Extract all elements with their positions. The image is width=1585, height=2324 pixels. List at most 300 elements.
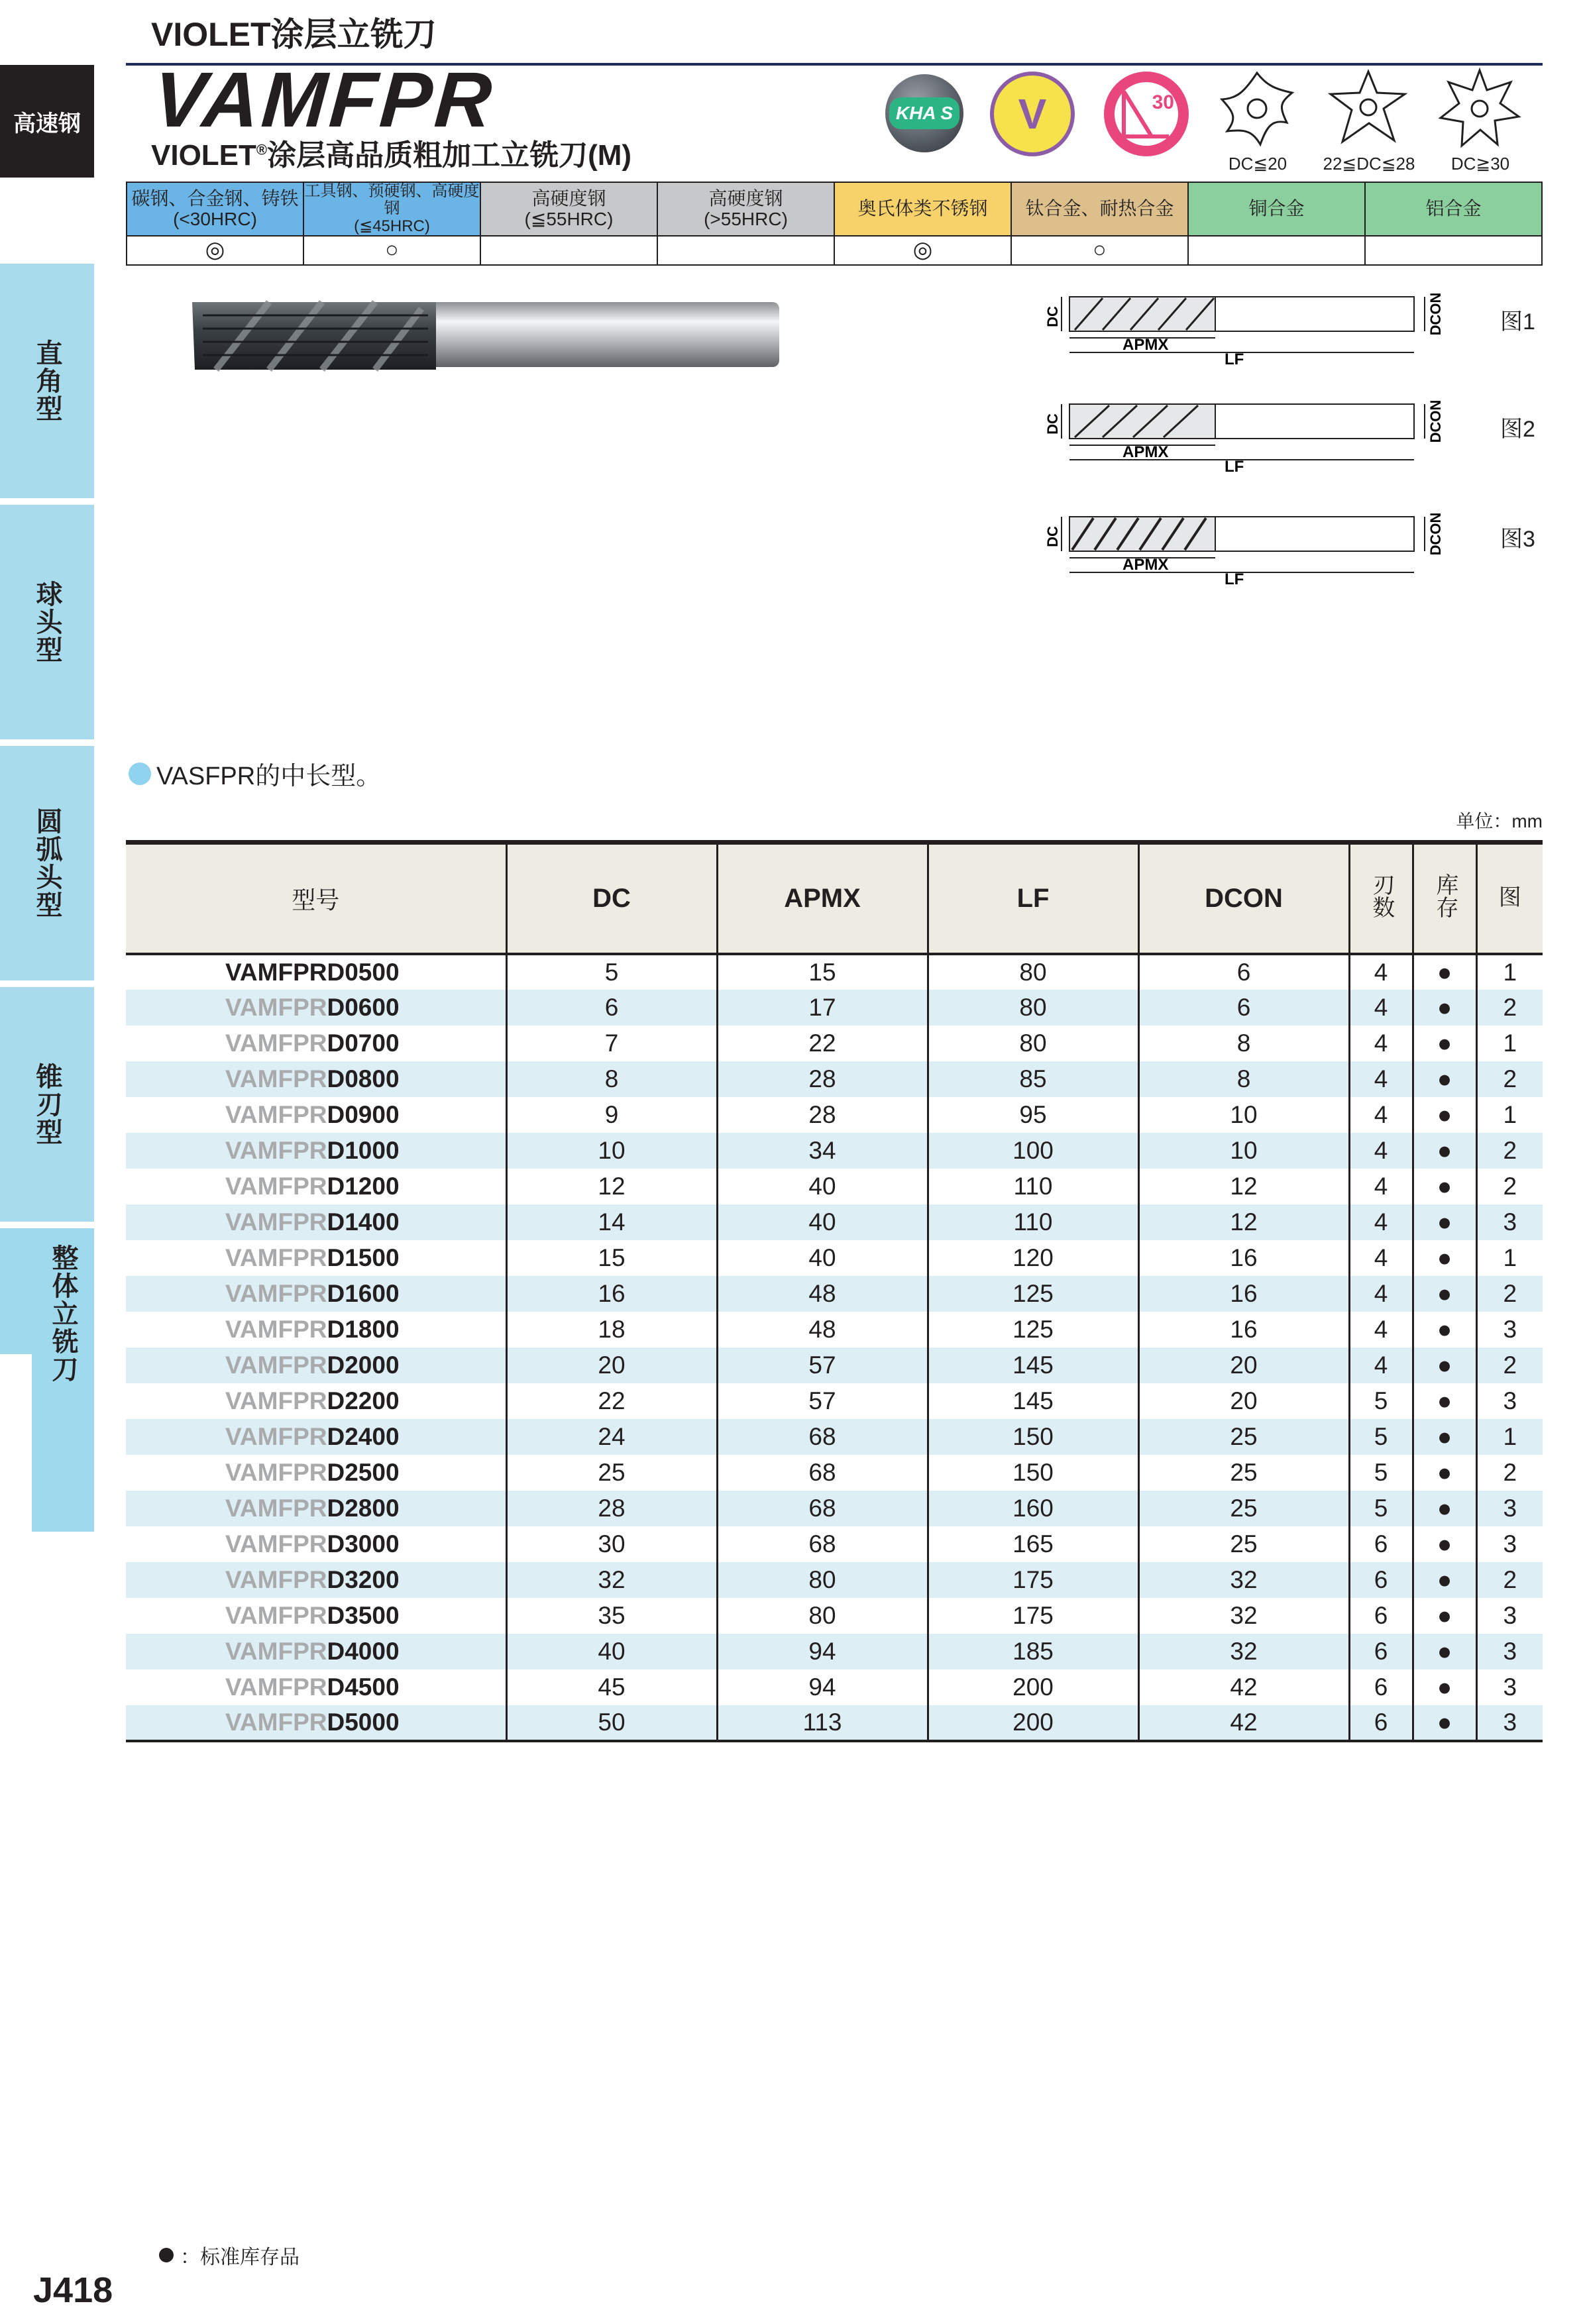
dcon-cell: 42 bbox=[1138, 1705, 1349, 1741]
model-suffix: D1200 bbox=[327, 1172, 400, 1200]
col-header-apmx: APMX bbox=[717, 843, 928, 954]
suitability-cell: ◎ bbox=[127, 236, 303, 265]
model-suffix: D1600 bbox=[327, 1279, 400, 1307]
figure-cell: 3 bbox=[1476, 1491, 1543, 1526]
dc-cell: 24 bbox=[506, 1419, 717, 1455]
svg-text:DC: DC bbox=[1044, 526, 1061, 547]
svg-text:LF: LF bbox=[1225, 350, 1244, 368]
dc-cell: 7 bbox=[506, 1026, 717, 1061]
lf-cell: 185 bbox=[928, 1634, 1138, 1669]
figure-cell: 2 bbox=[1476, 1061, 1543, 1097]
table-row bbox=[126, 1061, 1543, 1097]
dcon-cell: 25 bbox=[1138, 1491, 1349, 1526]
dc-cell: 14 bbox=[506, 1204, 717, 1240]
figure-cell: 2 bbox=[1476, 1133, 1543, 1169]
flutes-cell: 4 bbox=[1349, 1312, 1413, 1347]
flute-caption-3: DC≧30 bbox=[1450, 154, 1510, 174]
flute-caption-2: 22≦DC≦28 bbox=[1323, 154, 1415, 174]
model-prefix: VAMFPR bbox=[225, 1243, 327, 1271]
dc-cell: 16 bbox=[506, 1276, 717, 1312]
stock-cell: ● bbox=[1413, 1240, 1476, 1276]
product-subtitle: VIOLET®涂层高品质粗加工立铣刀(M) bbox=[151, 139, 632, 172]
dcon-cell: 10 bbox=[1138, 1097, 1349, 1133]
legend: ：标准库存品 bbox=[159, 2241, 300, 2270]
col-header-figure: 图 bbox=[1476, 843, 1543, 954]
material-header-stainless: 奥氏体类不锈钢 bbox=[834, 182, 1011, 236]
model-prefix: VAMFPR bbox=[225, 1100, 327, 1128]
dc-cell: 20 bbox=[506, 1347, 717, 1383]
lf-cell: 80 bbox=[928, 990, 1138, 1026]
model-prefix: VAMFPR bbox=[225, 1494, 327, 1522]
svg-text:DCON: DCON bbox=[1427, 292, 1444, 336]
table-row bbox=[126, 1491, 1543, 1526]
model-suffix: D2200 bbox=[327, 1387, 400, 1414]
col-header-dcon: DCON bbox=[1138, 843, 1349, 954]
svg-text:APMX: APMX bbox=[1122, 556, 1169, 574]
model-prefix: VAMFPR bbox=[225, 1315, 327, 1343]
model-cell bbox=[126, 1562, 506, 1598]
suitability-cell bbox=[1365, 236, 1542, 265]
model-cell bbox=[126, 1026, 506, 1061]
model-cell bbox=[126, 1491, 506, 1526]
model-prefix: VAMFPR bbox=[225, 1673, 327, 1701]
figure-cell: 3 bbox=[1476, 1312, 1543, 1347]
model-cell bbox=[126, 1669, 506, 1705]
model-suffix: D4000 bbox=[327, 1637, 400, 1665]
model-suffix: D4500 bbox=[327, 1673, 400, 1701]
figure-cell: 3 bbox=[1476, 1598, 1543, 1634]
dcon-cell: 8 bbox=[1138, 1061, 1349, 1097]
stock-cell: ● bbox=[1413, 1383, 1476, 1419]
model-cell bbox=[126, 1061, 506, 1097]
lf-cell: 80 bbox=[928, 1026, 1138, 1061]
product-code: VAMFPR bbox=[150, 56, 498, 144]
dc-cell: 18 bbox=[506, 1312, 717, 1347]
table-row bbox=[126, 1455, 1543, 1491]
table-row bbox=[126, 1634, 1543, 1669]
apmx-cell: 28 bbox=[717, 1097, 928, 1133]
helix-angle-badge: 30° bbox=[1104, 72, 1189, 156]
dcon-cell: 16 bbox=[1138, 1312, 1349, 1347]
model-suffix: D0500 bbox=[327, 958, 400, 986]
sidebar-tab-ball[interactable]: 球头型 bbox=[0, 505, 94, 739]
flutes-cell: 4 bbox=[1349, 1276, 1413, 1312]
figure-cell: 2 bbox=[1476, 1347, 1543, 1383]
lf-cell: 200 bbox=[928, 1669, 1138, 1705]
table-row bbox=[126, 1669, 1543, 1705]
figure-label-3: 图3 bbox=[1500, 527, 1535, 552]
suitability-cell bbox=[1188, 236, 1365, 265]
material-header-titanium: 钛合金、耐热合金 bbox=[1011, 182, 1188, 236]
sidebar-tab-square[interactable]: 直角型 bbox=[0, 264, 94, 498]
dcon-cell: 20 bbox=[1138, 1347, 1349, 1383]
dcon-cell: 6 bbox=[1138, 990, 1349, 1026]
figure-cell: 3 bbox=[1476, 1526, 1543, 1562]
model-suffix: D0600 bbox=[327, 993, 400, 1021]
col-header-dc: DC bbox=[506, 843, 717, 954]
model-prefix: VAMFPR bbox=[225, 1565, 327, 1593]
model-suffix: D3000 bbox=[327, 1530, 400, 1558]
table-row bbox=[126, 1240, 1543, 1276]
figure-cell: 2 bbox=[1476, 990, 1543, 1026]
figure-cell: 3 bbox=[1476, 1705, 1543, 1741]
model-prefix: VAMFPR bbox=[225, 1172, 327, 1200]
lf-cell: 145 bbox=[928, 1383, 1138, 1419]
apmx-cell: 28 bbox=[717, 1061, 928, 1097]
dimension-figure-1 bbox=[1003, 284, 1467, 383]
material-header-aluminum: 铝合金 bbox=[1365, 182, 1542, 236]
lf-cell: 150 bbox=[928, 1455, 1138, 1491]
dcon-cell: 12 bbox=[1138, 1169, 1349, 1204]
sidebar-tab-solid-endmill[interactable]: 整体立铣刀 bbox=[32, 1228, 94, 1532]
sidebar-tab-hss[interactable]: 高速钢 bbox=[0, 65, 94, 178]
dcon-cell: 32 bbox=[1138, 1562, 1349, 1598]
model-suffix: D1500 bbox=[327, 1243, 400, 1271]
suitability-cell bbox=[657, 236, 834, 265]
model-prefix: VAMFPR bbox=[225, 1029, 327, 1057]
dc-cell: 10 bbox=[506, 1133, 717, 1169]
flute-6-icon bbox=[1437, 66, 1523, 152]
lf-cell: 175 bbox=[928, 1562, 1138, 1598]
apmx-cell: 15 bbox=[717, 954, 928, 990]
model-cell bbox=[126, 1240, 506, 1276]
figure-cell: 2 bbox=[1476, 1455, 1543, 1491]
dc-cell: 28 bbox=[506, 1491, 717, 1526]
model-cell bbox=[126, 1204, 506, 1240]
figure-cell: 3 bbox=[1476, 1669, 1543, 1705]
figure-label-2: 图2 bbox=[1500, 417, 1535, 442]
apmx-cell: 34 bbox=[717, 1133, 928, 1169]
flute-caption-1: DC≦20 bbox=[1228, 154, 1287, 174]
model-prefix: VAMFPR bbox=[225, 1136, 327, 1164]
model-cell bbox=[126, 1097, 506, 1133]
model-prefix: VAMFPR bbox=[225, 1601, 327, 1629]
dc-cell: 5 bbox=[506, 954, 717, 990]
apmx-cell: 94 bbox=[717, 1634, 928, 1669]
stock-cell: ● bbox=[1413, 1097, 1476, 1133]
dc-cell: 9 bbox=[506, 1097, 717, 1133]
svg-text:LF: LF bbox=[1225, 570, 1244, 588]
dcon-cell: 8 bbox=[1138, 1026, 1349, 1061]
dc-cell: 30 bbox=[506, 1526, 717, 1562]
lf-cell: 95 bbox=[928, 1097, 1138, 1133]
material-header-hard55: 高硬度钢 (≦55HRC) bbox=[480, 182, 657, 236]
apmx-cell: 40 bbox=[717, 1169, 928, 1204]
svg-text:APMX: APMX bbox=[1122, 443, 1169, 461]
apmx-cell: 94 bbox=[717, 1669, 928, 1705]
model-prefix: VAMFPR bbox=[225, 1422, 327, 1450]
apmx-cell: 57 bbox=[717, 1347, 928, 1383]
flutes-cell: 5 bbox=[1349, 1419, 1413, 1455]
table-row bbox=[126, 1705, 1543, 1741]
stock-dot-icon bbox=[159, 2248, 174, 2262]
stock-cell: ● bbox=[1413, 1276, 1476, 1312]
apmx-cell: 68 bbox=[717, 1419, 928, 1455]
model-suffix: D0700 bbox=[327, 1029, 400, 1057]
apmx-cell: 68 bbox=[717, 1491, 928, 1526]
model-cell bbox=[126, 1169, 506, 1204]
flutes-cell: 4 bbox=[1349, 990, 1413, 1026]
dcon-cell: 25 bbox=[1138, 1526, 1349, 1562]
dcon-cell: 32 bbox=[1138, 1598, 1349, 1634]
material-header-hard55plus: 高硬度钢 (>55HRC) bbox=[657, 182, 834, 236]
suitability-cell: ◎ bbox=[834, 236, 1011, 265]
model-cell bbox=[126, 1634, 506, 1669]
lf-cell: 160 bbox=[928, 1491, 1138, 1526]
lf-cell: 175 bbox=[928, 1598, 1138, 1634]
model-suffix: D5000 bbox=[327, 1708, 400, 1736]
dc-cell: 32 bbox=[506, 1562, 717, 1598]
dcon-cell: 10 bbox=[1138, 1133, 1349, 1169]
dcon-cell: 20 bbox=[1138, 1383, 1349, 1419]
apmx-cell: 113 bbox=[717, 1705, 928, 1741]
stock-cell: ● bbox=[1413, 1491, 1476, 1526]
flute-5-icon bbox=[1325, 66, 1411, 152]
lf-cell: 110 bbox=[928, 1204, 1138, 1240]
stock-cell: ● bbox=[1413, 1562, 1476, 1598]
model-prefix: VAMFPR bbox=[225, 993, 327, 1021]
table-row bbox=[126, 1312, 1543, 1347]
model-cell bbox=[126, 1526, 506, 1562]
flutes-cell: 4 bbox=[1349, 1061, 1413, 1097]
table-row bbox=[126, 954, 1543, 990]
model-suffix: D2500 bbox=[327, 1458, 400, 1486]
model-cell bbox=[126, 1133, 506, 1169]
table-row bbox=[126, 1169, 1543, 1204]
table-row bbox=[126, 1419, 1543, 1455]
figure-cell: 3 bbox=[1476, 1634, 1543, 1669]
svg-text:DCON: DCON bbox=[1427, 512, 1444, 556]
flutes-cell: 6 bbox=[1349, 1562, 1413, 1598]
table-row bbox=[126, 1383, 1543, 1419]
stock-cell: ● bbox=[1413, 1347, 1476, 1383]
flutes-cell: 6 bbox=[1349, 1634, 1413, 1669]
col-header-lf: LF bbox=[928, 843, 1138, 954]
apmx-cell: 48 bbox=[717, 1312, 928, 1347]
col-header-model: 型号 bbox=[126, 843, 506, 954]
stock-cell: ● bbox=[1413, 1061, 1476, 1097]
lf-cell: 165 bbox=[928, 1526, 1138, 1562]
model-suffix: D2400 bbox=[327, 1422, 400, 1450]
model-cell bbox=[126, 1455, 506, 1491]
model-prefix: VAMFPR bbox=[225, 1458, 327, 1486]
flutes-cell: 6 bbox=[1349, 1526, 1413, 1562]
flute-4-icon bbox=[1214, 66, 1300, 152]
dc-cell: 12 bbox=[506, 1169, 717, 1204]
figure-cell: 1 bbox=[1476, 1240, 1543, 1276]
stock-cell: ● bbox=[1413, 1598, 1476, 1634]
stock-cell: ● bbox=[1413, 1634, 1476, 1669]
figure-cell: 1 bbox=[1476, 1419, 1543, 1455]
apmx-cell: 40 bbox=[717, 1204, 928, 1240]
apmx-cell: 17 bbox=[717, 990, 928, 1026]
stock-cell: ● bbox=[1413, 954, 1476, 990]
table-row bbox=[126, 1097, 1543, 1133]
flutes-cell: 4 bbox=[1349, 1097, 1413, 1133]
svg-text:APMX: APMX bbox=[1122, 336, 1169, 354]
stock-cell: ● bbox=[1413, 1526, 1476, 1562]
dcon-cell: 32 bbox=[1138, 1634, 1349, 1669]
flutes-cell: 4 bbox=[1349, 1133, 1413, 1169]
bullet-icon bbox=[129, 763, 151, 785]
dc-cell: 35 bbox=[506, 1598, 717, 1634]
stock-cell: ● bbox=[1413, 1204, 1476, 1240]
material-table bbox=[126, 182, 1543, 266]
dcon-cell: 25 bbox=[1138, 1455, 1349, 1491]
model-cell bbox=[126, 1598, 506, 1634]
lf-cell: 80 bbox=[928, 954, 1138, 990]
table-row bbox=[126, 1133, 1543, 1169]
figure-cell: 3 bbox=[1476, 1204, 1543, 1240]
violet-coating-badge: V bbox=[990, 72, 1075, 156]
flutes-cell: 4 bbox=[1349, 1204, 1413, 1240]
table-row bbox=[126, 1204, 1543, 1240]
model-suffix: D0800 bbox=[327, 1065, 400, 1092]
model-suffix: D0900 bbox=[327, 1100, 400, 1128]
apmx-cell: 57 bbox=[717, 1383, 928, 1419]
model-cell bbox=[126, 1347, 506, 1383]
dc-cell: 15 bbox=[506, 1240, 717, 1276]
figure-label-1: 图1 bbox=[1500, 309, 1535, 335]
suitability-cell bbox=[480, 236, 657, 265]
figure-cell: 1 bbox=[1476, 1097, 1543, 1133]
flutes-cell: 5 bbox=[1349, 1491, 1413, 1526]
model-prefix: VAMFPR bbox=[225, 1708, 327, 1736]
dc-cell: 40 bbox=[506, 1634, 717, 1669]
figure-cell: 3 bbox=[1476, 1383, 1543, 1419]
stock-cell: ● bbox=[1413, 1133, 1476, 1169]
spec-table bbox=[126, 840, 1543, 1742]
figure-cell: 1 bbox=[1476, 954, 1543, 990]
tool-photo bbox=[190, 295, 786, 376]
dc-cell: 8 bbox=[506, 1061, 717, 1097]
model-prefix: VAMFPR bbox=[225, 1279, 327, 1307]
dcon-cell: 16 bbox=[1138, 1276, 1349, 1312]
dimension-figure-3 bbox=[1003, 503, 1467, 603]
model-cell bbox=[126, 1419, 506, 1455]
model-suffix: D1400 bbox=[327, 1208, 400, 1236]
dcon-cell: 12 bbox=[1138, 1204, 1349, 1240]
material-header-copper: 铜合金 bbox=[1188, 182, 1365, 236]
apmx-cell: 80 bbox=[717, 1562, 928, 1598]
page-number: J418 bbox=[33, 2270, 113, 2310]
figure-cell: 2 bbox=[1476, 1169, 1543, 1204]
model-cell bbox=[126, 990, 506, 1026]
table-row bbox=[126, 1598, 1543, 1634]
model-prefix: VAMFPR bbox=[225, 1208, 327, 1236]
lf-cell: 150 bbox=[928, 1419, 1138, 1455]
stock-cell: ● bbox=[1413, 1419, 1476, 1455]
khas-coating-badge: KHA S bbox=[885, 74, 963, 152]
dc-cell: 50 bbox=[506, 1705, 717, 1741]
col-header-stock: 库存 bbox=[1413, 843, 1476, 954]
dc-cell: 25 bbox=[506, 1455, 717, 1491]
sidebar-tab-taper[interactable]: 锥刃型 bbox=[0, 987, 94, 1222]
table-row bbox=[126, 1347, 1543, 1383]
lf-cell: 125 bbox=[928, 1312, 1138, 1347]
apmx-cell: 68 bbox=[717, 1455, 928, 1491]
apmx-cell: 80 bbox=[717, 1598, 928, 1634]
lf-cell: 200 bbox=[928, 1705, 1138, 1741]
material-header-carbon: 碳钢、合金钢、铸铁 (<30HRC) bbox=[127, 182, 303, 236]
model-cell bbox=[126, 1312, 506, 1347]
model-prefix: VAMFPR bbox=[225, 958, 327, 986]
dcon-cell: 6 bbox=[1138, 954, 1349, 990]
dcon-cell: 25 bbox=[1138, 1419, 1349, 1455]
figure-cell: 2 bbox=[1476, 1562, 1543, 1598]
flutes-cell: 5 bbox=[1349, 1383, 1413, 1419]
flutes-cell: 6 bbox=[1349, 1669, 1413, 1705]
model-prefix: VAMFPR bbox=[225, 1065, 327, 1092]
flutes-cell: 4 bbox=[1349, 1169, 1413, 1204]
lf-cell: 125 bbox=[928, 1276, 1138, 1312]
lf-cell: 110 bbox=[928, 1169, 1138, 1204]
flutes-cell: 4 bbox=[1349, 954, 1413, 990]
flutes-cell: 5 bbox=[1349, 1455, 1413, 1491]
lf-cell: 120 bbox=[928, 1240, 1138, 1276]
stock-cell: ● bbox=[1413, 1455, 1476, 1491]
model-cell bbox=[126, 954, 506, 990]
model-cell bbox=[126, 1276, 506, 1312]
model-cell bbox=[126, 1383, 506, 1419]
svg-text:DC: DC bbox=[1044, 306, 1061, 327]
model-prefix: VAMFPR bbox=[225, 1351, 327, 1379]
table-row bbox=[126, 1276, 1543, 1312]
stock-cell: ● bbox=[1413, 1669, 1476, 1705]
model-prefix: VAMFPR bbox=[225, 1387, 327, 1414]
table-row bbox=[126, 990, 1543, 1026]
figure-cell: 2 bbox=[1476, 1276, 1543, 1312]
unit-label: 单位：mm bbox=[1456, 811, 1543, 831]
material-header-tool: 工具钢、预硬钢、高硬度钢 (≦45HRC) bbox=[304, 182, 480, 235]
suitability-cell: ○ bbox=[303, 236, 480, 265]
stock-cell: ● bbox=[1413, 1026, 1476, 1061]
dcon-cell: 16 bbox=[1138, 1240, 1349, 1276]
model-suffix: D1800 bbox=[327, 1315, 400, 1343]
model-suffix: D2000 bbox=[327, 1351, 400, 1379]
stock-cell: ● bbox=[1413, 990, 1476, 1026]
flutes-cell: 4 bbox=[1349, 1347, 1413, 1383]
svg-text:DCON: DCON bbox=[1427, 399, 1444, 443]
flutes-cell: 6 bbox=[1349, 1598, 1413, 1634]
table-row bbox=[126, 1562, 1543, 1598]
flutes-cell: 6 bbox=[1349, 1705, 1413, 1741]
model-suffix: D2800 bbox=[327, 1494, 400, 1522]
svg-text:DC: DC bbox=[1044, 413, 1061, 435]
flutes-cell: 4 bbox=[1349, 1026, 1413, 1061]
dcon-cell: 42 bbox=[1138, 1669, 1349, 1705]
figure-cell: 1 bbox=[1476, 1026, 1543, 1061]
lf-cell: 85 bbox=[928, 1061, 1138, 1097]
dimension-figure-2 bbox=[1003, 391, 1467, 490]
sidebar-tab-radius[interactable]: 圆弧头型 bbox=[0, 746, 94, 980]
series-note: VASFPR的中长型。 bbox=[129, 755, 381, 792]
dc-cell: 22 bbox=[506, 1383, 717, 1419]
apmx-cell: 22 bbox=[717, 1026, 928, 1061]
lf-cell: 100 bbox=[928, 1133, 1138, 1169]
svg-text:LF: LF bbox=[1225, 458, 1244, 476]
stock-cell: ● bbox=[1413, 1312, 1476, 1347]
model-cell bbox=[126, 1705, 506, 1741]
model-prefix: VAMFPR bbox=[225, 1530, 327, 1558]
model-prefix: VAMFPR bbox=[225, 1637, 327, 1665]
table-row bbox=[126, 1526, 1543, 1562]
dc-cell: 6 bbox=[506, 990, 717, 1026]
lf-cell: 145 bbox=[928, 1347, 1138, 1383]
apmx-cell: 68 bbox=[717, 1526, 928, 1562]
flutes-cell: 4 bbox=[1349, 1240, 1413, 1276]
model-suffix: D3200 bbox=[327, 1565, 400, 1593]
